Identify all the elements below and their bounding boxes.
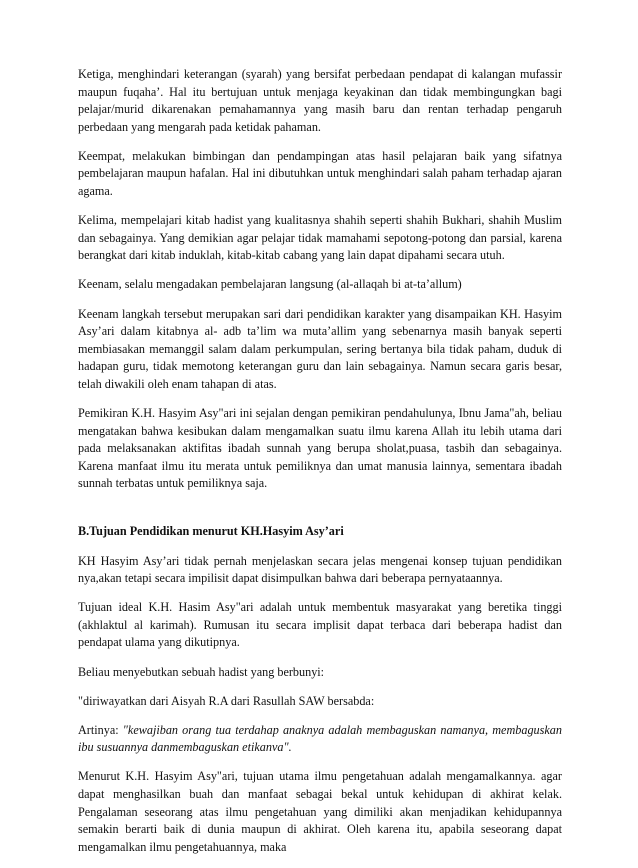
paragraph-tujuan-ideal: Tujuan ideal K.H. Hasim Asy"ari adalah untuk membentuk masyarakat yang beretika tinggi (akhlaktul al karimah). Rumusan itu secara implisit dapat terbaca dari beberapa hadist dan pendapat ulama yang dikutipnya.	[78, 600, 562, 650]
paragraph-riwayat: "diriwayatkan dari Aisyah R.A dari Rasullah SAW bersabda:	[78, 693, 375, 708]
section-heading: B.Tujuan Pendidikan menurut KH.Hasyim Asy’ari	[78, 523, 344, 538]
paragraph-hadist-intro: Beliau menyebutkan sebuah hadist yang berbunyi:	[78, 664, 325, 679]
paragraph-summary: Keenam langkah tersebut merupakan sari dari pendidikan karakter yang disampaikan KH. Hasyim Asy’ari dalam kitabnya al- adb ta’lim wa muta’allim yang sebenarnya masih banyak seperti membiasakan memanggil salam dalam perkumpulan, sering bertanya bila tidak paham, duduk di hadapan guru, tidak memotong keterangan guru dan lain sebagainya. Namun secara garis besar, telah diwakili oleh enam tahapan di atas.	[78, 306, 562, 391]
paragraph-kelima: Kelima, mempelajari kitab hadist yang kualitasnya shahih seperti shahih Bukhari, shahih Muslim dan sebagainya. Yang demikian agar pelajar tidak mamahami sepotong-potong dan parsial, karena berangkat dari kitab induklah, kitab-kitab cabang yang lain dapat dipahami secara utuh.	[78, 213, 562, 263]
quote-prefix: Artinya:	[78, 722, 123, 737]
paragraph-keenam: Keenam, selalu mengadakan pembelajaran langsung (al-allaqah bi at-ta’allum)	[78, 277, 462, 292]
paragraph-pemikiran: Pemikiran K.H. Hasyim Asy"ari ini sejalan dengan pemikiran pendahulunya, Ibnu Jama"ah, beliau mengatakan bahwa kesibukan dalam mengamalkan suatu ilmu karena Allah itu lebih utama dari pada melaksanakan aktifitas ibadah sunnah yang berupa sholat,puasa, tasbih dan sebagainya. Karena manfaat ilmu itu merata untuk pemiliknya dan umat manusia lainnya, sementara ibadah sunnah terbatas untuk pemiliknya saja.	[78, 406, 562, 491]
paragraph-menurut: Menurut K.H. Hasyim Asy"ari, tujuan utama ilmu pengetahuan adalah mengamalkannya. agar dapat menghasilkan buah dan manfaat sebagai bekal untuk kehidupan di akhirat kelak. Pengalaman seseorang atas ilmu pengetahuan yang dimiliki akan menjadikan kehidupannya semakin berarti baik di dunia maupun di akhirat. Oleh karena itu, apabila seseorang dapat mengamalkan ilmu pengetahuannya, maka	[78, 769, 562, 854]
paragraph-ketiga: Ketiga, menghindari keterangan (syarah) yang bersifat perbedaan pendapat di kalangan mufassir maupun fuqaha’. Hal itu bertujuan untuk menjaga keyakinan dan tidak membingungkan bagi pelajar/murid dikarenakan pemahamannya yang masih baru dan rentan terhadap pengaruh perbedaan yang mengarah pada ketidak pahaman.	[78, 67, 562, 134]
paragraph-konsep: KH Hasyim Asy’ari tidak pernah menjelaskan secara jelas mengenai konsep tujuan pendidikan nya,akan tetapi secara impilisit dapat disimpulkan bahwa dari beberapa pernyataannya.	[78, 553, 562, 586]
paragraph-keempat: Keempat, melakukan bimbingan dan pendampingan atas hasil pelajaran baik yang sifatnya pembelajaran maupun hafalan. Hal ini dibutuhkan untuk menghindari salah paham terhadap ajaran agama.	[78, 148, 562, 199]
paragraph-artinya	[78, 722, 562, 757]
document-page	[78, 66, 562, 868]
quote-text: "kewajiban orang tua terdahap anaknya adalah membaguskan namanya, membaguskan ibu susuannya danmembaguskan etikanva".	[78, 722, 562, 755]
